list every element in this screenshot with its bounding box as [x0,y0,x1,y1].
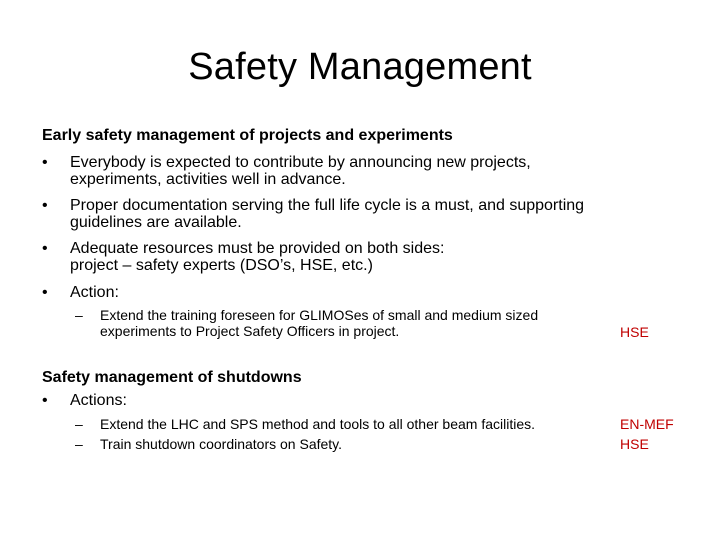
bullet-text-line1: Action: [70,284,119,301]
owner-hse-label: HSE [620,436,649,452]
dash-marker: – [75,436,83,452]
sub-item-text: Extend the LHC and SPS method and tools to all other beam facilities. [100,416,536,432]
bullet-dot: • [42,392,48,409]
bullet-everybody [42,154,682,188]
bullet-text-line1: Actions: [70,392,127,409]
dash-marker: – [75,416,83,432]
bullet-text-line2: experiments, activities well in advance. [70,171,346,188]
bullet-actions [42,392,682,409]
bullet-dot: • [42,240,48,257]
sub-item-train-coordinators [75,436,695,452]
section-heading-shutdowns: Safety management of shutdowns [42,369,302,386]
bullet-documentation [42,197,682,231]
bullet-dot: • [42,284,48,301]
owner-hse-label: HSE [620,324,649,340]
sub-item-text: Train shutdown coordinators on Safety. [100,436,343,452]
bullet-dot: • [42,197,48,214]
bullet-action [42,284,682,301]
sub-item-text-line2: experiments to Project Safety Officers in project. [100,323,400,339]
owner-en-mef-label: EN-MEF [620,416,674,432]
sub-item-text-line1: Extend the training foreseen for GLIMOSes of small and medium sized [100,307,539,323]
bullet-resources [42,240,682,274]
bullet-text-line2: project – safety experts (DSO’s, HSE, etc.) [70,257,373,274]
slide-title: Safety Management [188,46,532,88]
dash-marker: – [75,307,83,323]
bullet-text-line1: Adequate resources must be provided on both sides: [70,240,445,257]
bullet-dot: • [42,154,48,171]
sub-item-extend-lhc-sps [75,416,695,432]
section-heading-early-safety: Early safety management of projects and experiments [42,127,453,144]
bullet-text-line1: Everybody is expected to contribute by announcing new projects, [70,154,531,171]
bullet-text-line1: Proper documentation serving the full life cycle is a must, and supporting [70,197,585,214]
sub-item-glimos-training [75,307,695,339]
bullet-text-line2: guidelines are available. [70,214,242,231]
